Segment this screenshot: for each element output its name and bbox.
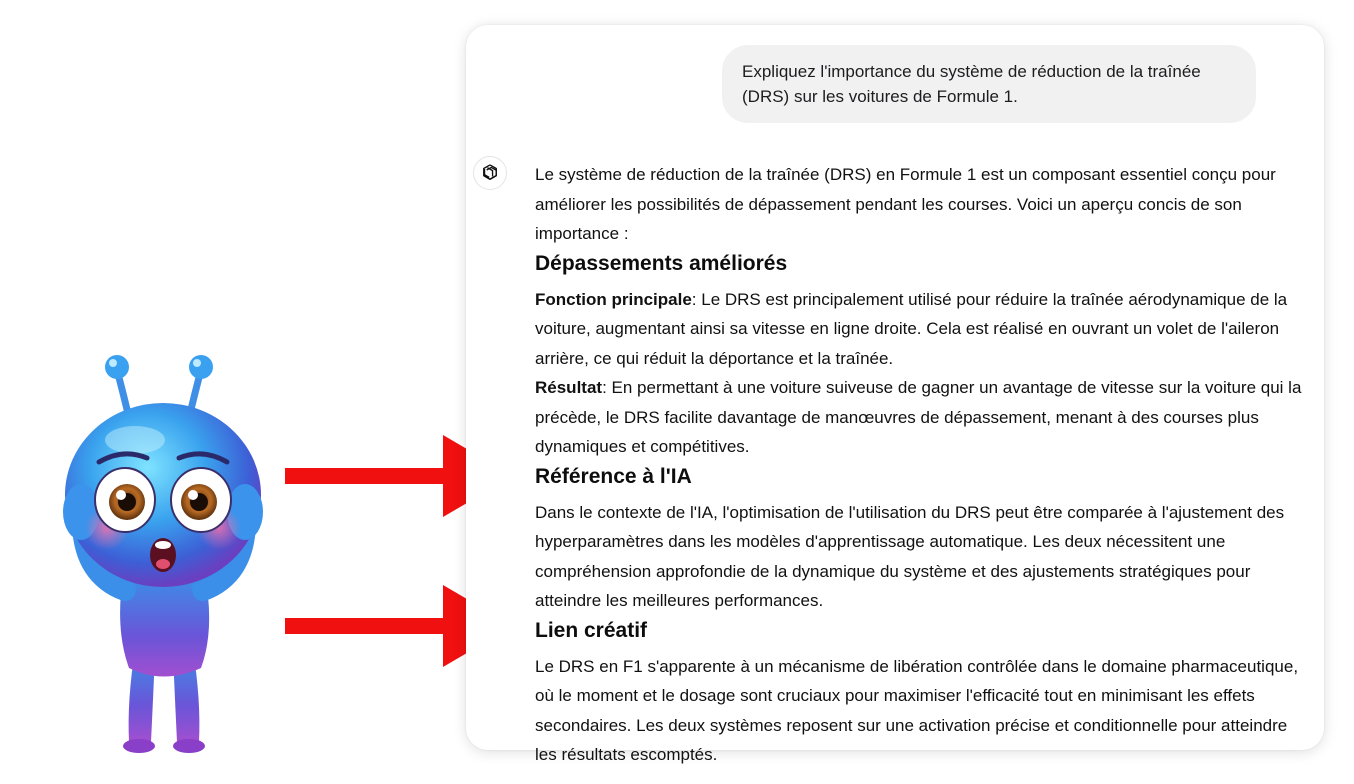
user-message-bubble bbox=[722, 45, 1256, 123]
term-label: Fonction principale bbox=[535, 289, 692, 309]
term-text: : En permettant à une voiture suiveuse de gagner un avantage de vitesse sur la voiture qui la précède, le DRS facilite davantage de manœuvres de dépassement, menant à des courses plus dynamiques et compétitives. bbox=[535, 378, 1302, 456]
assistant-response bbox=[535, 160, 1310, 770]
shocked-alien-icon bbox=[55, 350, 270, 760]
openai-logo-icon bbox=[479, 162, 501, 184]
section-heading: Dépassements améliorés bbox=[535, 251, 788, 275]
assistant-avatar bbox=[473, 156, 507, 190]
section-paragraph: Le DRS en F1 s'apparente à un mécanisme de libération contrôlée dans le domaine pharmaceutique, où le moment et le dosage sont cruciaux pour maximiser l'efficacité tout en minimisant les effets secondaires. Les deux systèmes reposent sur une activation précise et conditionnelle pour atteindre les résultats escomptés. bbox=[535, 656, 1299, 764]
term-text: : Le DRS est principalement utilisé pour réduire la traînée aérodynamique de la voiture, augmentant ainsi sa vitesse en ligne droite. Cela est réalisé en ouvrant un volet de l'aileron arrière, ce qui réduit la déportance et la traînée. bbox=[535, 289, 1288, 368]
term-label: Résultat bbox=[535, 378, 603, 397]
section-paragraph bbox=[535, 285, 1310, 374]
section-lien-creatif bbox=[535, 616, 1310, 770]
user-message-text: Expliquez l'importance du système de réduction de la traînée (DRS) sur les voitures de Formule 1. bbox=[742, 62, 1201, 106]
section-reference-ia bbox=[535, 462, 1310, 616]
section-heading: Référence à l'IA bbox=[535, 464, 692, 488]
section-heading: Lien créatif bbox=[535, 618, 648, 642]
section-depassements bbox=[535, 249, 1310, 462]
chat-panel bbox=[466, 25, 1324, 764]
section-paragraph bbox=[535, 373, 1310, 462]
response-intro: Le système de réduction de la traînée (DRS) en Formule 1 est un composant essentiel conçu pour améliorer les possibilités de dépassement pendant les courses. Voici un aperçu concis de son importance : bbox=[535, 165, 1276, 243]
section-paragraph: Dans le contexte de l'IA, l'optimisation de l'utilisation du DRS peut être comparée à l'ajustement des hyperparamètres dans les modèles d'apprentissage automatique. Les deux nécessitent une compréhension approfondie de la dynamique du système et des ajustements stratégiques pour atteindre les meilleures performances. bbox=[535, 502, 1285, 610]
